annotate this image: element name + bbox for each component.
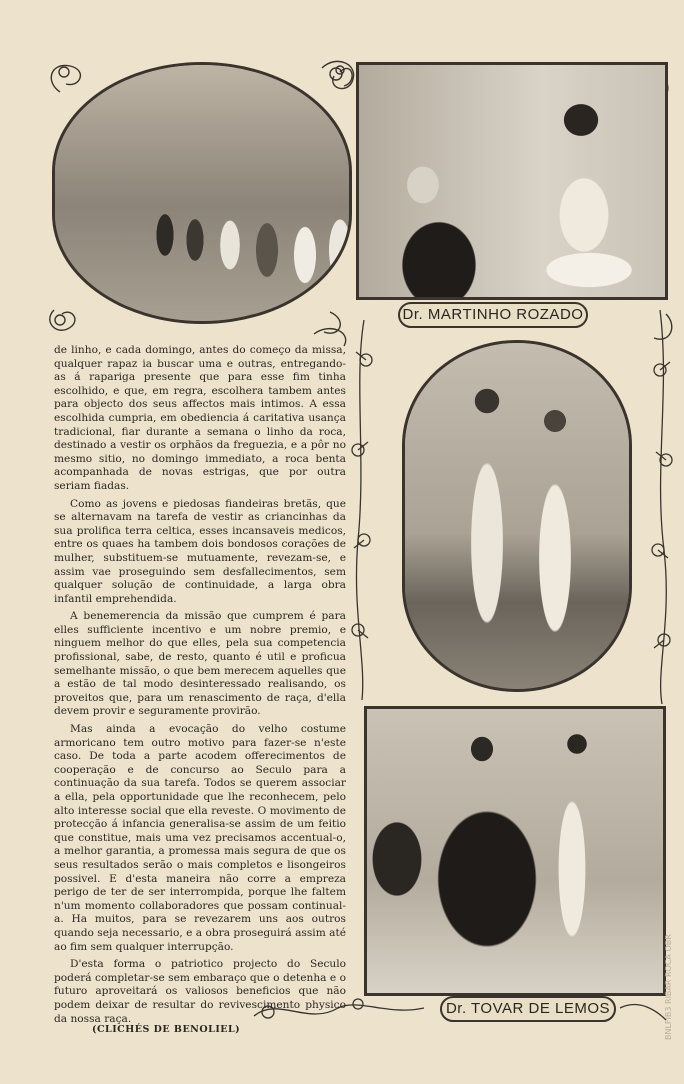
caption-martinho-rozado: Dr. MARTINHO ROZADO xyxy=(398,302,588,328)
article-paragraph: de linho, e cada domingo, antes do começo da missa, qualquer rapaz ia buscar uma e outras, entregando-as á rapariga presente que para esse fim tinha escolhido, e que, em regra, escolhera tambem antes para objecto dos seus affectos mais intimos. A essa escolhida cumpria, em obediencia á caritativa usança tradicional, fiar durante a semana o linho da roca, destinado a vestir os orphãos da freguezia, e a pôr no mesmo sitio, no domingo immediato, a roca benta acompanhada de novas estrigas, que por outra seriam fiadas. xyxy=(54,344,346,492)
margin-stamp: BNLFIB3 RIBAR ROCA OBR xyxy=(664,934,673,1040)
doctor-examining-boy-photo xyxy=(364,706,666,996)
article-paragraph: A benemerencia da missão que cumprem é para elles sufficiente incentivo e um nobre premio, e ninguem melhor do que elles, pela sua competencia profissional, sabe, de resto, quanto é util e proficua semelhante missão, o que bem merecem aquelles que a estão de tal modo desinteressado realisando, os proveitos que, para um renascimento de raça, d'ella devem provir e seguramente provirão. xyxy=(54,610,346,718)
caption-tovar-de-lemos: Dr. TOVAR DE LEMOS xyxy=(440,996,616,1022)
article-paragraph: D'esta forma o patriotico projecto do Seculo poderá completar-se sem embaraço que o detenha e o futuro aproveitará os valiosos beneficios que não podem deixar de resultar do revivescimento physico da nossa raça. xyxy=(54,958,346,1025)
photo-credit: (CLICHÉS DE BENOLIEL) xyxy=(92,1024,241,1035)
article-paragraph: Mas ainda a evocação do velho costume armoricano tem outro motivo para fazer-se n'este caso. De toda a parte acodem offerecimentos de cooperação e de concurso ao Seculo para a continuação da sua tarefa. Todos se querem associar a ella, pela opportunidade que lhe reconhecem, pelo alto interesse social que ella reveste. O movimento de protecção á infancia generalisa-se assim de um feitio que constitue, mais uma vez precisamos accentual-o, a melhor garantia, a promessa mais segura de que os seus resultados serão o mais completos e lisongeiros possivel. E d'esta maneira não corre a empreza perigo de ter de ser interrompida, porque lhe faltem n'um momento collaboradores que possam continual-a. Ha muitos, para se revezarem uns aos outros quando seja necessario, e a obra proseguirá assim até ao fim sem qualquer interrupção. xyxy=(54,723,346,953)
doctor-with-infant-photo xyxy=(356,62,668,300)
article-paragraph: Como as jovens e piedosas fiandeiras bretãs, que se alternavam na tarefa de vestir as criancinhas da sua prolifica terra celtica, esses incansaveis medicos, entre os quaes ha tambem dois bondosos corações de mulher, substituem-se mutuamente, revezam-se, e assim vae proseguindo sem desfallecimentos, sem qualquer solução de continuidade, a larga obra infantil emprehendida. xyxy=(54,497,346,605)
two-children-photo xyxy=(402,340,632,692)
article-body xyxy=(54,344,346,1030)
